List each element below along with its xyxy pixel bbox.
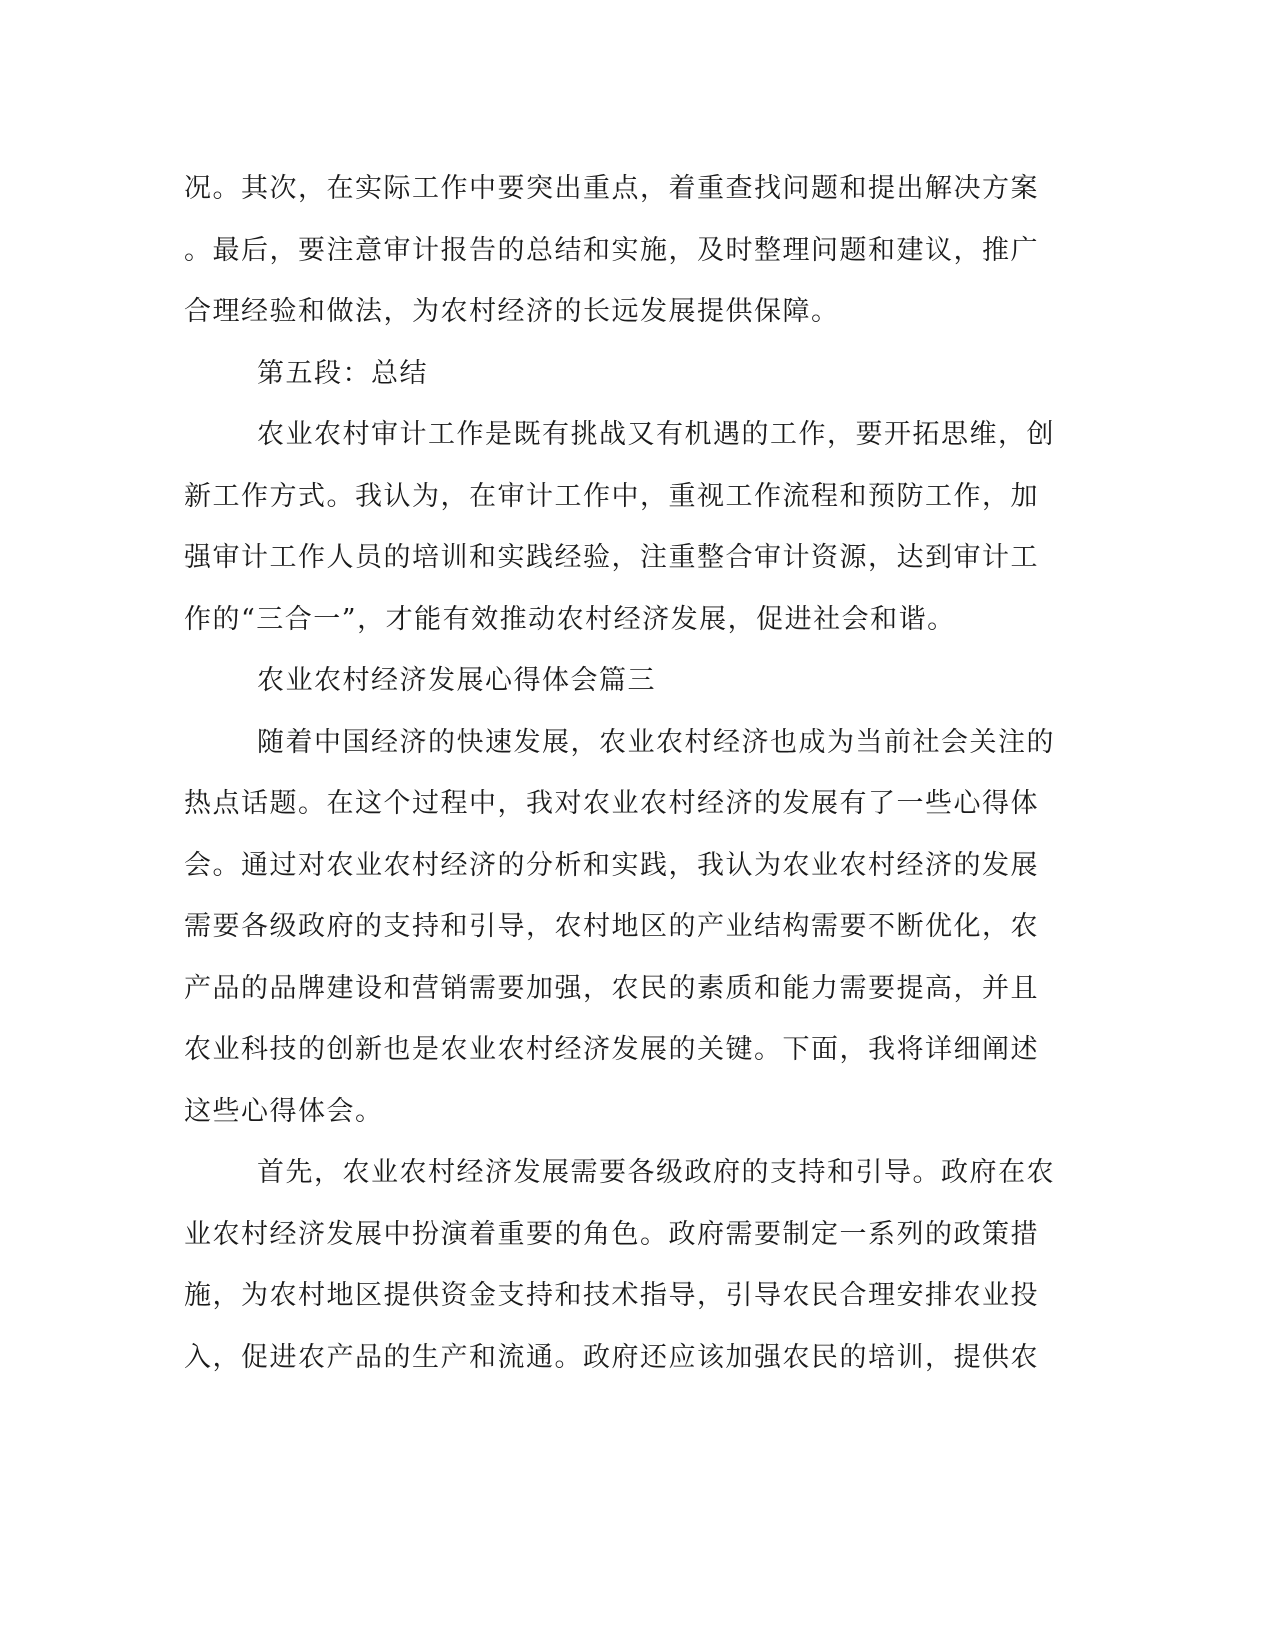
text-line: 首先，农业农村经济发展需要各级政府的支持和引导。政府在农 [257, 1157, 1055, 1188]
section-heading [184, 343, 1044, 405]
text-line: 农业科技的创新也是农业农村经济发展的关键。下面，我将详细阐述 [184, 1034, 1039, 1065]
text-line: 业农村经济发展中扮演着重要的角色。政府需要制定一系列的政策措 [184, 1218, 1039, 1250]
text-line: 。最后，要注意审计报告的总结和实施，及时整理问题和建议，推广 [184, 234, 1039, 266]
text-line: 这些心得体会。 [184, 1095, 384, 1127]
text-line: 产品的品牌建设和营销需要加强，农民的素质和能力需要提高，并且 [184, 972, 1039, 1004]
text-line: 需要各级政府的支持和引导，农村地区的产业结构需要不断优化，农 [184, 911, 1039, 942]
article-heading [184, 650, 1044, 712]
text-line: 随着中国经济的快速发展，农业农村经济也成为当前社会关注的 [257, 726, 1055, 758]
paragraph [184, 404, 1055, 650]
paragraph [184, 712, 1055, 1143]
text-line: 合理经验和做法，为农村经济的长远发展提供保障。 [184, 296, 840, 327]
text-line: 热点话题。在这个过程中，我对农业农村经济的发展有了一些心得体 [184, 788, 1039, 819]
text-line: 况。其次，在实际工作中要突出重点，着重查找问题和提出解决方案 [184, 173, 1039, 204]
text-line: 强审计工作人员的培训和实践经验，注重整合审计资源，达到审计工 [184, 542, 1039, 573]
body-text [184, 158, 1055, 1388]
text-line: 作的“三合一”，才能有效推动农村经济发展，促进社会和谐。 [184, 603, 956, 635]
text-line: 会。通过对农业农村经济的分析和实践，我认为农业农村经济的发展 [184, 849, 1039, 881]
text-line: 农业农村审计工作是既有挑战又有机遇的工作，要开拓思维，创 [257, 419, 1055, 450]
paragraph [184, 158, 1044, 343]
text-line: 农业农村经济发展心得体会篇三 [257, 665, 656, 696]
text-line: 入，促进农产品的生产和流通。政府还应该加强农民的培训，提供农 [184, 1341, 1039, 1373]
text-line: 第五段：总结 [257, 357, 428, 389]
paragraph [184, 1142, 1055, 1388]
text-line: 新工作方式。我认为，在审计工作中，重视工作流程和预防工作，加 [184, 480, 1039, 512]
text-line: 施，为农村地区提供资金支持和技术指导，引导农民合理安排农业投 [184, 1280, 1039, 1311]
